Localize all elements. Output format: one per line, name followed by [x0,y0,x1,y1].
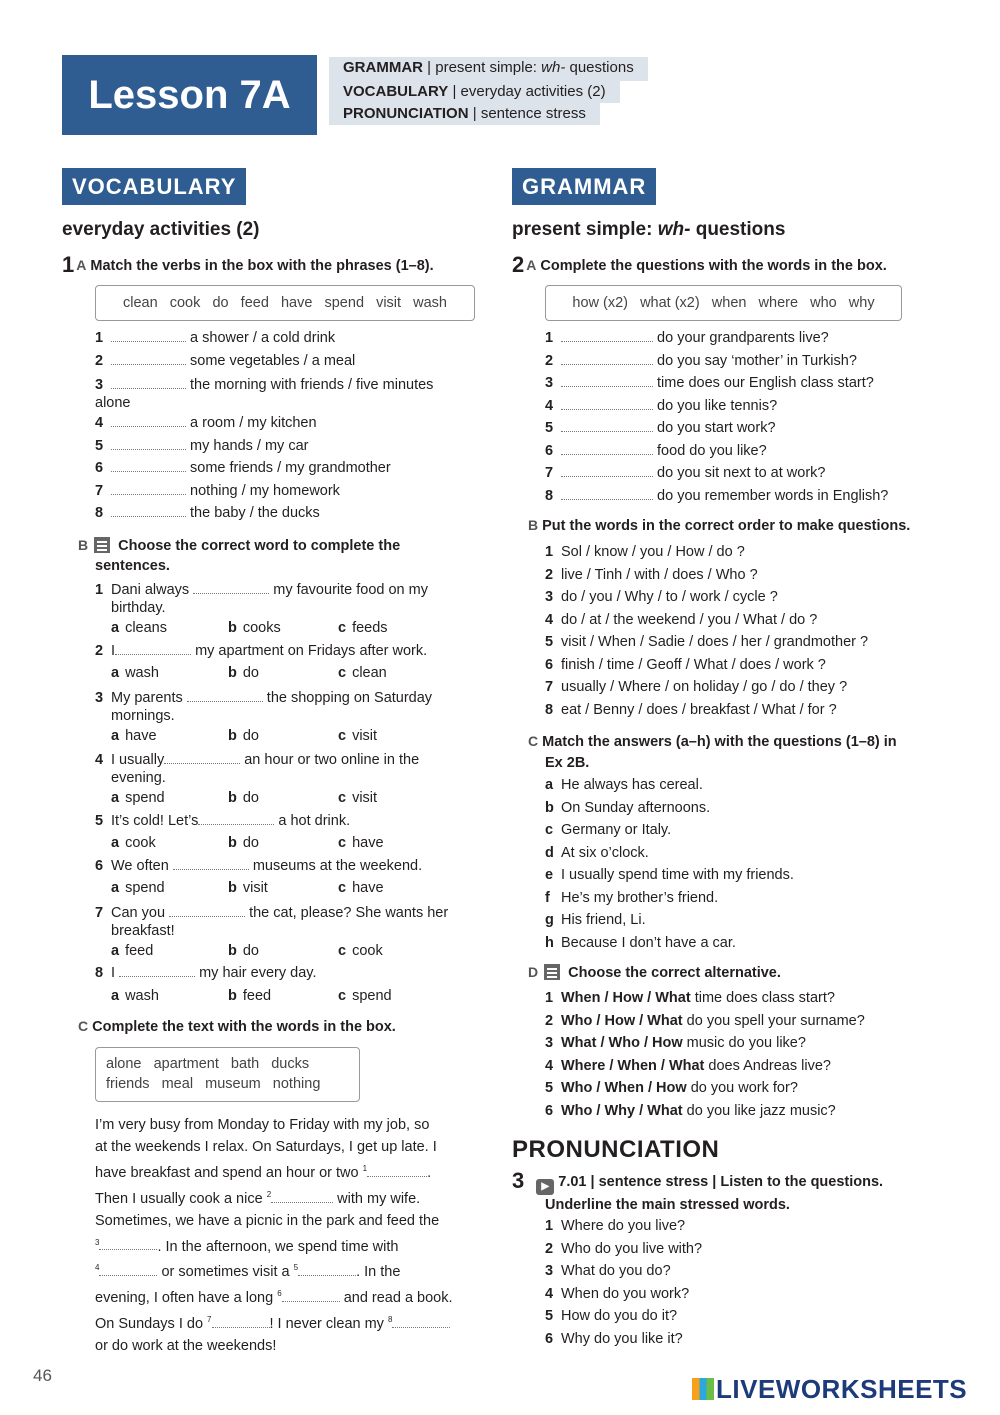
answer-blank[interactable] [561,372,653,387]
alternatives[interactable]: Who / When / How [561,1080,687,1096]
list-item: 1 a shower / a cold drink [95,327,495,350]
option-a[interactable]: a have [111,727,157,744]
exercise-1c-instruction: C Complete the text with the words in the box. [78,1018,396,1035]
exercise-1a-instruction: 1 A Match the verbs in the box with the phrases (1–8). [62,252,434,277]
vocab-subheading: everyday activities (2) [62,219,260,240]
option-b[interactable]: b visit [228,880,268,896]
list-item: 3 time does our English class start? [545,372,945,395]
list-item: 7 Can you the cat, please? She wants her breakfast! [95,900,495,940]
list-item: d At six o’clock. [545,844,649,861]
gap-4[interactable] [99,1261,157,1276]
focus-pronunciation: PRONUNCIATION | sentence stress [329,103,600,125]
options-row [111,662,495,685]
option-b[interactable]: b do [228,942,259,959]
exercise-2a-list [545,327,945,507]
gap-8[interactable] [392,1313,450,1328]
list-item: 2 Who do you live with? [545,1240,703,1257]
list-item: 7 nothing / my homework [95,480,495,503]
list-item: e I usually spend time with my friends. [545,867,794,883]
gap-2[interactable] [271,1188,333,1203]
answer-blank[interactable] [111,480,186,495]
options-row [111,787,495,810]
logo-icon [692,1378,714,1400]
list-item: 5 Who / When / How do you work for? [545,1080,798,1096]
list-item: 4 Where / When / What does Andreas live? [545,1057,831,1074]
grammar-heading: GRAMMAR [512,168,656,205]
word-box-1c: alone apartment bath ducks friends meal museum nothing [95,1047,360,1102]
options-row [111,940,495,963]
gap-3[interactable] [99,1235,157,1250]
exercise-2b-list [545,541,945,721]
list-item: 1 Sol / know / you / How / do ? [545,544,745,560]
option-a[interactable]: a wash [111,987,159,1004]
list-item: f He’s my brother’s friend. [545,889,719,906]
audio-icon[interactable]: ▶ [536,1179,554,1195]
list-item: 5 How do you do it? [545,1308,678,1324]
exercise-3-list [545,1215,945,1350]
options-row [111,985,495,1008]
option-a[interactable]: a cook [111,835,156,851]
answer-blank[interactable] [164,749,240,764]
options-row [111,832,495,855]
option-c[interactable]: c feeds [338,620,388,636]
list-item: 4 I usually an hour or two online in the evening. [95,747,495,787]
list-item: 6 Why do you like it? [545,1330,683,1347]
exercise-2b-instruction: B Put the words in the correct order to make questions. [528,517,911,534]
word-box-2a: how (x2) what (x2) when where who why [545,285,902,321]
answer-blank[interactable] [561,327,653,342]
list-item: 2 do you say ‘mother’ in Turkish? [545,350,945,373]
option-c[interactable]: c spend [338,987,392,1004]
answer-blank[interactable] [198,810,274,825]
list-item: 6 finish / time / Geoff / What / does / work ? [545,656,826,673]
alternatives[interactable]: What / Who / How [561,1035,683,1051]
answer-blank[interactable] [561,395,653,410]
list-item: 6 some friends / my grandmother [95,457,495,480]
answer-blank[interactable] [111,435,186,450]
answer-blank[interactable] [111,350,186,365]
list-item: 1 When / How / What time does class start? [545,990,835,1006]
list-item: 4 do you like tennis? [545,395,945,418]
options-row [111,725,495,748]
option-a[interactable]: a spend [111,880,165,896]
list-item: 8 do you remember words in English? [545,485,945,508]
list-item: 7 do you sit next to at work? [545,462,945,485]
list-item: 5 visit / When / Sadie / does / her / grandmother ? [545,634,869,650]
answer-blank[interactable] [111,327,186,342]
option-a[interactable]: a spend [111,790,165,806]
answer-blank[interactable] [115,640,191,655]
option-b[interactable]: b do [228,727,259,744]
gap-5[interactable] [298,1261,356,1276]
exercise-2c-list [545,774,945,954]
page-number: 46 [33,1366,52,1385]
list-item: 3 What / Who / How music do you like? [545,1035,806,1051]
gap-7[interactable] [212,1313,270,1328]
list-item: 1 do your grandparents live? [545,327,945,350]
exercise-2d-list [545,987,945,1122]
list-item: 2 live / Tinh / with / does / Who ? [545,566,758,583]
answer-blank[interactable] [119,962,195,977]
option-a[interactable]: a cleans [111,620,167,636]
list-item: c Germany or Italy. [545,822,672,838]
list-item: 3 My parents the shopping on Saturday mornings. [95,685,495,725]
option-c[interactable]: c visit [338,727,378,744]
exercise-1b-instruction: B Choose the correct word to complete the sentences. [78,537,401,574]
list-item: 8 the baby / the ducks [95,502,495,525]
list-item: 5 do you start work? [545,417,945,440]
alternatives[interactable]: Who / Why / What [561,1102,683,1119]
list-item: 4 do / at / the weekend / you / What / do ? [545,611,818,628]
liveworksheets-logo: LIVEWORKSHEETS [692,1374,967,1405]
answer-blank[interactable] [561,485,653,500]
list-item: a He always has cereal. [545,777,703,793]
list-item: 6 Who / Why / What do you like jazz music? [545,1102,836,1119]
gap-1[interactable] [367,1162,427,1177]
answer-blank[interactable] [111,412,186,427]
list-item: 4 When do you work? [545,1285,690,1302]
answer-blank[interactable] [193,579,269,594]
list-item: h Because I don’t have a car. [545,934,736,951]
option-a[interactable]: a wash [111,665,159,681]
exercise-3-instruction: 3 ▶ 7.01 | sentence stress | Listen to the questions. Underline the main stressed words. [512,1168,884,1213]
answer-blank[interactable] [111,374,186,389]
exercise-2c-instruction: C Match the answers (a–h) with the questions (1–8) in Ex 2B. [528,733,897,771]
list-item: 6 food do you like? [545,440,945,463]
focus-grammar: GRAMMAR | present simple: wh- questions [329,57,648,81]
option-c[interactable]: c visit [338,790,378,806]
list-item: 3 do / you / Why / to / work / cycle ? [545,589,778,605]
option-c[interactable]: c cook [338,942,383,959]
list-item: 2 I my apartment on Fridays after work. [95,640,495,663]
answer-blank[interactable] [187,687,263,702]
list-item: 7 usually / Where / on holiday / go / do / they ? [545,679,848,695]
list-item: 2 some vegetables / a meal [95,350,495,373]
option-c[interactable]: c clean [338,665,387,681]
answer-blank[interactable] [561,417,653,432]
alternatives[interactable]: When / How / What [561,990,691,1006]
option-b[interactable]: b do [228,665,259,681]
option-b[interactable]: b do [228,835,259,851]
list-item: 1 Where do you live? [545,1218,686,1234]
options-row [111,877,495,900]
exercise-1c-text: I’m very busy from Monday to Friday with my job, so at the weekends I relax. On Saturdays, I get up late. I have breakfast and spend an hour or two $^1$ . Then I usually cook a nice $^2$ with my wife. Sometimes, we have a picnic in the park and feed the $^3$ . In the afternoon, we spend time with $^4$ or sometimes visit a $^5$ . In the evening, I often have a long $^6$ and read a book. On Sundays I do $^7$ ! I never clean my $^8$ or do work at the weekends! [95,1117,453,1354]
list-item: 6 We often museums at the weekend. [95,855,495,878]
pronunciation-heading: PRONUNCIATION [512,1136,720,1163]
exercise-2d-instruction: D Choose the correct alternative. [528,964,781,981]
list-item: 5 It’s cold! Let’s a hot drink. [95,810,495,833]
exercise-1a-list [95,327,495,525]
exercise-2a-instruction: 2 A Complete the questions with the words in the box. [512,252,887,277]
document-icon [94,537,110,553]
answer-blank[interactable] [173,855,249,870]
answer-blank[interactable] [561,350,653,365]
option-b[interactable]: b cooks [228,620,281,636]
alternatives[interactable]: Where / When / What [561,1057,705,1074]
document-icon [544,964,560,980]
word-box-1a: clean cook do feed have spend visit wash [95,285,475,321]
exercise-1b-list [95,579,495,1007]
options-row [111,617,495,640]
option-c[interactable]: c have [338,880,384,896]
option-a[interactable]: a feed [111,942,154,959]
answer-blank[interactable] [111,502,186,517]
list-item: 4 a room / my kitchen [95,412,495,435]
lesson-title: Lesson 7A [62,55,317,135]
lesson-focus [329,57,648,125]
list-item: 3 What do you do? [545,1263,671,1279]
answer-blank[interactable] [561,462,653,477]
list-item: b On Sunday afternoons. [545,799,711,816]
list-item: g His friend, Li. [545,912,646,928]
list-item: 5 my hands / my car [95,435,495,458]
answer-blank[interactable] [561,440,653,455]
gap-6[interactable] [282,1287,340,1302]
vocabulary-heading: VOCABULARY [62,168,246,205]
list-item: 3 the morning with friends / five minutes alone [95,372,495,412]
focus-vocabulary: VOCABULARY | everyday activities (2) [329,81,620,103]
option-b[interactable]: b feed [228,987,272,1004]
list-item: 2 Who / How / What do you spell your surname? [545,1012,865,1029]
list-item: 8 eat / Benny / does / breakfast / What / for ? [545,701,837,718]
option-b[interactable]: b do [228,790,259,806]
alternatives[interactable]: Who / How / What [561,1012,683,1029]
list-item: 8 I my hair every day. [95,962,495,985]
list-item: 1 Dani always my favourite food on my birthday. [95,579,495,617]
answer-blank[interactable] [111,457,186,472]
grammar-subheading: present simple: wh- questions [512,219,786,240]
option-c[interactable]: c have [338,835,384,851]
answer-blank[interactable] [169,902,245,917]
